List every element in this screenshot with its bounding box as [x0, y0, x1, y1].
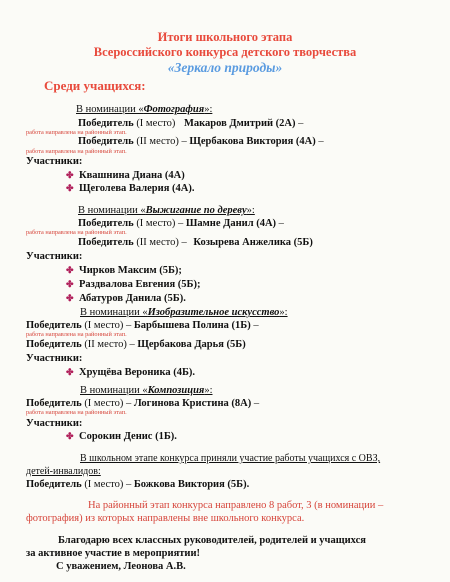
pin-bullet-icon: ✤	[66, 367, 74, 377]
nomination-burn: В номинации «Выжигание по дереву»:	[78, 205, 255, 216]
pin-bullet-icon: ✤	[66, 265, 74, 275]
summary-line-1: На районный этап конкурса направлено 8 работ, 3 (в номинации –	[88, 500, 384, 511]
burn-winner-1-note: работа направлена на районный этап.	[26, 229, 127, 236]
burn-winner-1: Победитель (I место) – Шамне Данил (4А) –	[78, 218, 284, 229]
section-heading: Среди учащихся:	[44, 78, 146, 93]
title-line-2: Всероссийского конкурса детского творчества	[93, 45, 357, 59]
art-winner-1-note: работа направлена на районный этап.	[26, 331, 127, 338]
ovz-winner: Победитель (I место) – Божкова Виктория (5Б).	[26, 479, 250, 490]
art-participant: ✤ Хрущёва Вероника (4Б).	[66, 367, 196, 378]
burn-participant: ✤ Абатуров Данила (5Б).	[66, 293, 186, 304]
pin-bullet-icon: ✤	[66, 293, 74, 303]
nomination-photo: В номинации «Фотография»:	[76, 104, 213, 115]
ovz-intro-2: детей-инвалидов:	[26, 466, 101, 477]
comp-winner-1: Победитель (I место) – Логинова Кристина (8А) –	[26, 398, 260, 409]
burn-winner-2: Победитель (II место) – Козырева Анжелика (5Б)	[78, 237, 313, 248]
pin-bullet-icon: ✤	[66, 170, 74, 180]
burn-participant: ✤ Чирков Максим (5Б);	[66, 265, 182, 276]
signature: С уважением, Леонова А.В.	[56, 561, 186, 572]
title-line-1: Итоги школьного этапа	[157, 30, 293, 44]
pin-bullet-icon: ✤	[66, 279, 74, 289]
pin-bullet-icon: ✤	[66, 183, 74, 193]
comp-winner-1-note: работа направлена на районный этап.	[26, 409, 127, 416]
nomination-composition: В номинации «Композиция»:	[80, 385, 213, 396]
photo-winner-2-note: работа направлена на районный этап.	[26, 148, 127, 155]
nomination-art: В номинации «Изобразительное искусство»:	[80, 307, 288, 318]
photo-winner-1: Победитель (I место) Макаров Дмитрий (2А) –	[78, 118, 304, 129]
title-line-3: «Зеркало природы»	[167, 60, 283, 75]
summary-line-2: фотография) из которых направлены вне школьного конкурса.	[26, 513, 305, 524]
burn-participant: ✤ Раздвалова Евгения (5Б);	[66, 279, 201, 290]
thanks-line-2: за активное участие в мероприятии!	[26, 548, 201, 559]
burn-participants-label: Участники:	[26, 251, 83, 262]
photo-winner-1-note: работа направлена на районный этап.	[26, 129, 127, 136]
art-winner-1: Победитель (I место) – Барбышева Полина (1Б) –	[26, 320, 259, 331]
photo-participants-label: Участники:	[26, 156, 83, 167]
art-participants-label: Участники:	[26, 353, 83, 364]
photo-winner-2: Победитель (II место) – Щербакова Виктория (4А) –	[78, 136, 324, 147]
comp-participant: ✤ Сорокин Денис (1Б).	[66, 431, 177, 442]
comp-participants-label: Участники:	[26, 418, 83, 429]
photo-participant: ✤ Щеголева Валерия (4А).	[66, 183, 195, 194]
pin-bullet-icon: ✤	[66, 431, 74, 441]
photo-participant: ✤ Квашнина Диана (4А)	[66, 170, 185, 181]
ovz-intro: В школьном этапе конкурса приняли участие работы учащихся с ОВЗ,	[80, 453, 381, 464]
art-winner-2: Победитель (II место) – Щербакова Дарья (5Б)	[26, 339, 246, 350]
thanks-line-1: Благодарю всех классных руководителей, родителей и учащихся	[58, 535, 366, 546]
